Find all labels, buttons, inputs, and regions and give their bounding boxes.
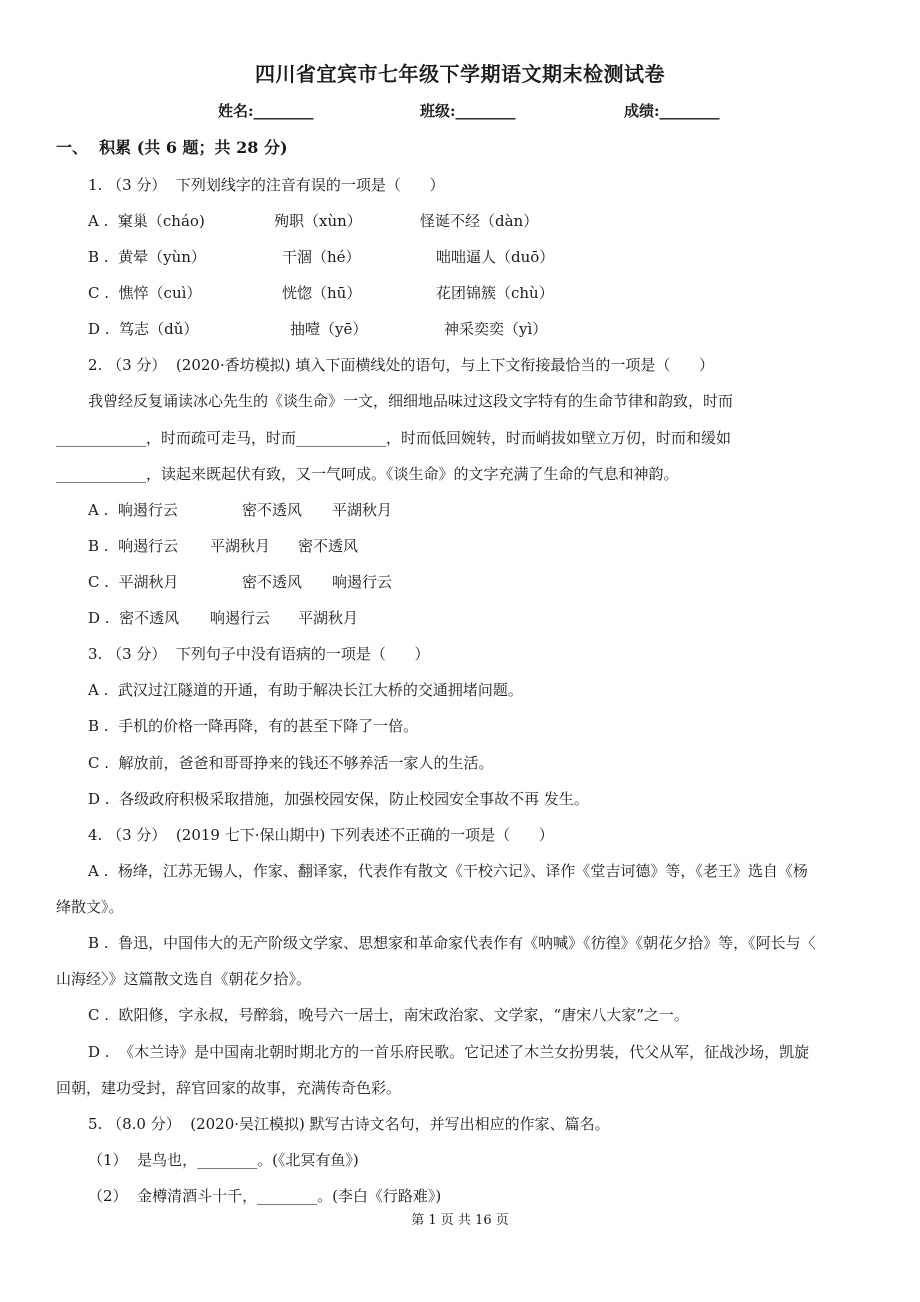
q1-option-a-1: A . 窠巢（cháo)	[88, 212, 205, 230]
q1-option-c-3: 花团锦簇（chù）	[436, 284, 554, 302]
page-title: 四川省宜宾市七年级下学期语文期末检测试卷	[255, 62, 665, 86]
q3-option-d: D . 各级政府积极采取措施，加强校园安保，防止校园安全事故不再 发生。	[88, 790, 589, 808]
q4-stem: 4. （3 分） (2019 七下·保山期中) 下列表述不正确的一项是（ ）	[88, 826, 554, 844]
q2-option-b-2: 平湖秋月	[210, 537, 271, 555]
q2-passage-line: 我曾经反复诵读冰心先生的《谈生命》一文，细细地品味过这段文字特有的生命节律和韵致，时而	[88, 392, 734, 410]
q5-sub-1: （1） 是鸟也，________。(《北冥有鱼》)	[88, 1151, 359, 1169]
q4-option-d: D . 《木兰诗》是中国南北朝时期北方的一首乐府民歌。它记述了木兰女扮男装，代父从军，征战沙场，凯旋	[88, 1043, 810, 1061]
q4-option-a-cont: 绛散文》。	[56, 898, 124, 916]
q3-option-a: A . 武汉过江隧道的开通，有助于解决长江大桥的交通拥堵问题。	[88, 681, 523, 699]
name-field: 姓名:________	[218, 102, 314, 120]
q2-option-c-3: 响遏行云	[332, 573, 393, 591]
q3-option-b: B . 手机的价格一降再降，有的甚至下降了一倍。	[88, 717, 419, 735]
q2-option-b-3: 密不透风	[298, 537, 359, 555]
class-field: 班级:________	[420, 102, 516, 120]
q4-option-c: C . 欧阳修，字永叔，号醉翁，晚号六一居士，南宋政治家、文学家，“唐宋八大家”之一。	[88, 1006, 689, 1024]
q2-option-a-3: 平湖秋月	[332, 501, 393, 519]
page-number: 第 1 页 共 16 页	[411, 1213, 509, 1228]
q2-option-c-2: 密不透风	[242, 573, 303, 591]
q5-sub-2: （2） 金樽清酒斗十千，________。(李白《行路难》)	[88, 1187, 442, 1205]
score-field: 成绩:________	[624, 102, 720, 120]
q2-option-d-2: 响遏行云	[210, 609, 271, 627]
q1-option-b-3: 咄咄逼人（duō）	[436, 248, 555, 266]
q4-option-d-cont: 回朝，建功受封，辞官回家的故事，充满传奇色彩。	[56, 1079, 402, 1097]
q4-option-a: A . 杨绛，江苏无锡人，作家、翻译家，代表作有散文《干校六记》、译作《堂吉诃德》等，《老王》选自《杨	[88, 862, 808, 880]
q1-option-a-2: 殉职（xùn）	[274, 212, 362, 230]
section-heading: 一、 积累 (共 6 题；共 28 分)	[56, 138, 288, 157]
q2-option-a-2: 密不透风	[242, 501, 303, 519]
q1-stem: 1. （3 分） 下列划线字的注音有误的一项是（ ）	[88, 176, 445, 194]
q2-option-a-1: A . 响遏行云	[88, 501, 178, 519]
q4-option-b-cont: 山海经〉》这篇散文选自《朝花夕拾》。	[56, 970, 312, 988]
q1-option-c-2: 恍惚（hū）	[282, 284, 362, 302]
q2-passage-line: ____________，读起来既起伏有致，又一气呵成。《谈生命》的文字充满了生命的气息和神韵。	[56, 465, 679, 483]
q1-option-d-2: 抽噎（yē）	[290, 320, 368, 338]
q4-option-b: B . 鲁迅，中国伟大的无产阶级文学家、思想家和革命家代表作有《呐喊》《彷徨》《朝花夕拾》等，《阿长与〈	[88, 934, 816, 952]
q2-option-d-3: 平湖秋月	[298, 609, 359, 627]
q2-option-b-1: B . 响遏行云	[88, 537, 179, 555]
q1-option-d-1: D . 笃志（dǔ）	[88, 320, 199, 338]
q1-option-b-2: 干涸（hé）	[282, 248, 361, 266]
q1-option-c-1: C . 憔悴（cuì）	[88, 284, 202, 302]
q1-option-a-3: 怪诞不经（dàn）	[420, 212, 539, 230]
q2-option-c-1: C . 平湖秋月	[88, 573, 179, 591]
q5-stem: 5. （8.0 分） (2020·吴江模拟) 默写古诗文名句，并写出相应的作家、篇名。	[88, 1115, 610, 1133]
q1-option-d-3: 神采奕奕（yì）	[444, 320, 548, 338]
q2-option-d-1: D . 密不透风	[88, 609, 180, 627]
q3-option-c: C . 解放前，爸爸和哥哥挣来的钱还不够养活一家人的生活。	[88, 754, 494, 772]
q1-option-b-1: B . 黄晕（yùn）	[88, 248, 206, 266]
q3-stem: 3. （3 分） 下列句子中没有语病的一项是（ ）	[88, 645, 430, 663]
q2-passage-line: ____________，时而疏可走马，时而____________，时而低回婉转，时而峭拔如壁立万仞，时而和缓如	[56, 429, 732, 447]
q2-stem: 2. （3 分） (2020·香坊模拟) 填入下面横线处的语句，与上下文衔接最恰当的一项是（ ）	[88, 356, 714, 374]
